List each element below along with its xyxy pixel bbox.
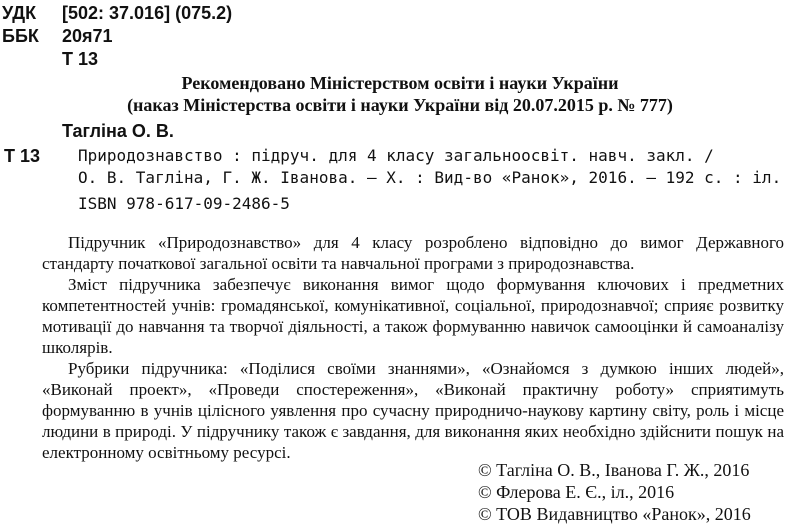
bbk-value: 20я71 bbox=[62, 26, 113, 46]
bib-line-1: Природознавство : підруч. для 4 класу загальноосвіт. навч. закл. / bbox=[78, 146, 714, 165]
copyright-publisher: © ТОВ Видавництво «Ранок», 2016 bbox=[478, 504, 751, 524]
copyright-illustrator: © Флерова Е. Є., іл., 2016 bbox=[478, 482, 675, 502]
catalog-code: Т 13 bbox=[62, 49, 99, 69]
abstract-paragraph-2 bbox=[42, 274, 784, 358]
bib-line-2: О. В. Тагліна, Г. Ж. Іванова. — Х. : Вид-во «Ранок», 2016. — 192 с. : іл. bbox=[78, 168, 782, 187]
isbn: ISBN 978-617-09-2486-5 bbox=[78, 194, 290, 213]
recommendation-line-2: (наказ Міністерства освіти і науки України від 20.07.2015 р. № 777) bbox=[127, 95, 673, 115]
copyright-authors: © Тагліна О. В., Іванова Г. Ж., 2016 bbox=[478, 460, 750, 480]
abstract-paragraph-1 bbox=[42, 232, 784, 274]
abstract-text-2: Зміст підручника забезпечує виконання вимог щодо формування ключових і предметних компетентностей учнів: громадянської, комунікативної, соціальної, природознавчої; сприяє розвитку мотивації до навчання та творчої діяльності, а також формуванню навичок самооцінки й самоаналізу школярів. bbox=[42, 275, 784, 357]
recommendation-line-1: Рекомендовано Міністерством освіти і науки України bbox=[181, 73, 619, 93]
abstract-text-1: Підручник «Природознавство» для 4 класу розроблено відповідно до вимог Державного стандарту початкової загальної освіти та навчальної програми з природознавства. bbox=[42, 233, 784, 273]
abstract-paragraph-3 bbox=[42, 358, 784, 463]
abstract-text-3: Рубрики підручника: «Поділися своїми знаннями», «Ознайомся з думкою інших людей», «Виконай проект», «Проведи спостереження», «Виконай практичну роботу» сприятимуть формуванню в учнів цілісного уявлення про сучасну природничо-наукову картину світу, роль і місце людини в природі. У підручнику також є завдання, для виконання яких необхідно здійснити пошук на електронному освітньому ресурсі. bbox=[42, 359, 784, 462]
udk-label: УДК bbox=[2, 3, 37, 23]
author-heading: Тагліна О. В. bbox=[62, 121, 174, 141]
udk-value: [502: 37.016] (075.2) bbox=[62, 3, 233, 23]
bbk-label: ББК bbox=[2, 26, 39, 46]
bib-code: Т 13 bbox=[4, 146, 41, 166]
